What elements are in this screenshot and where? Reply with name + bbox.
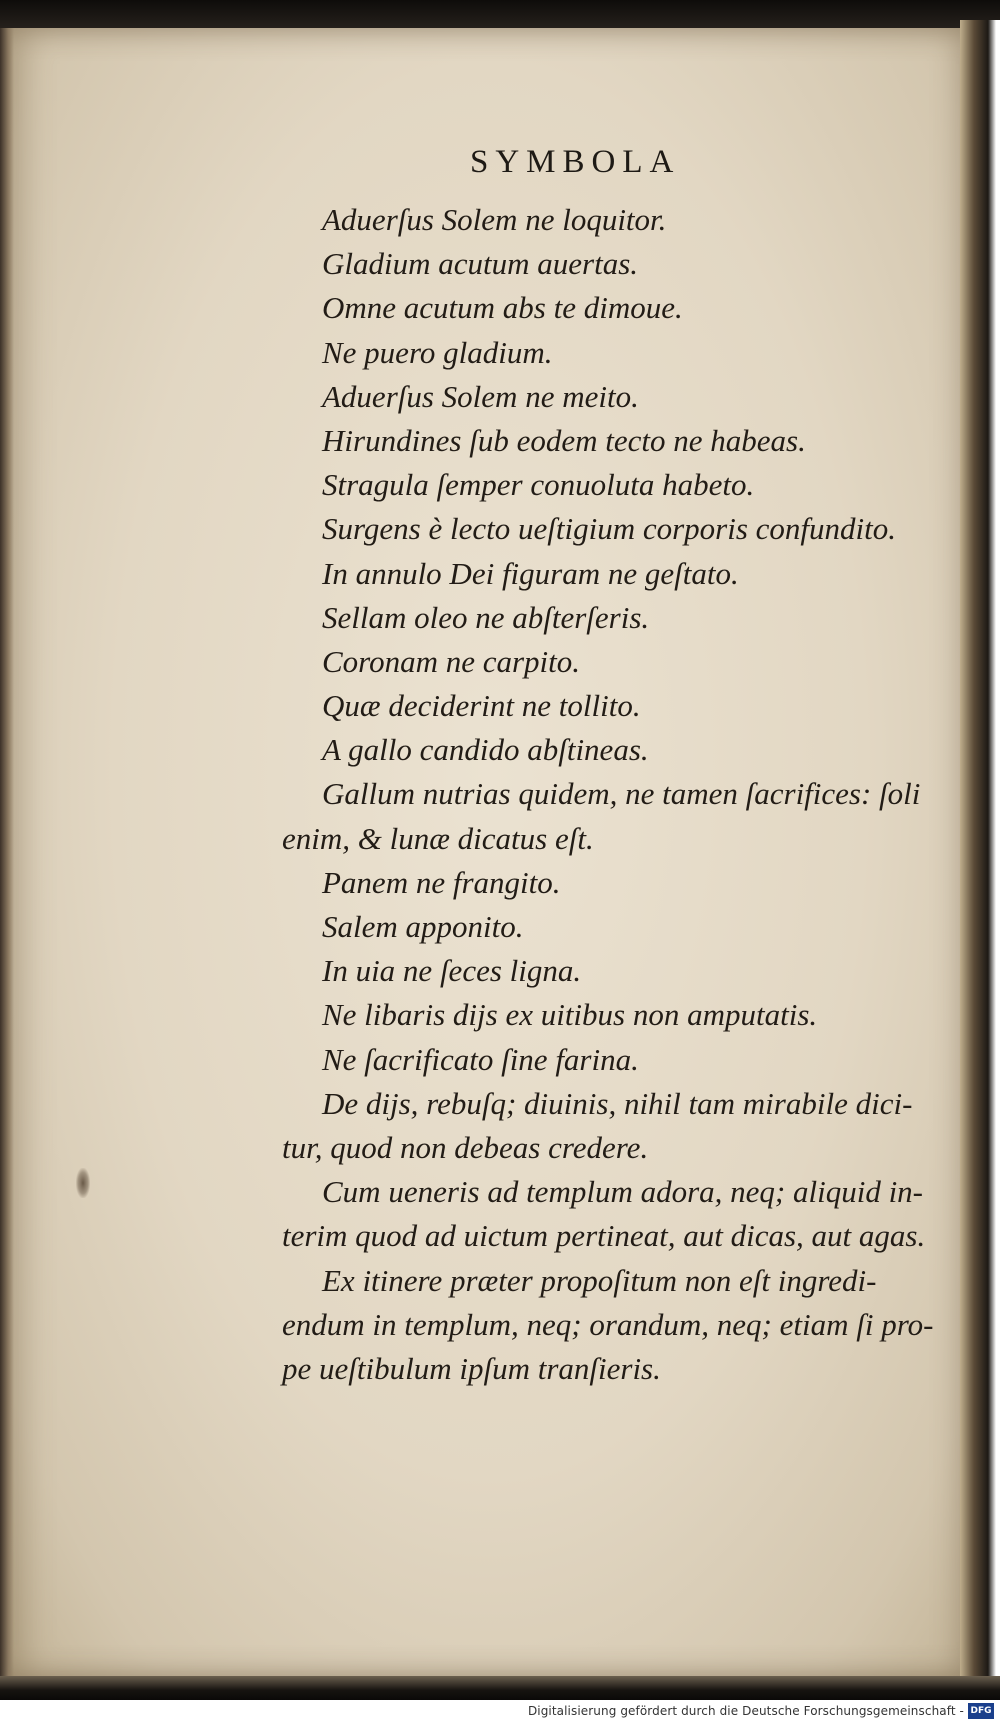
text-line: Panem ne frangito. [322,864,561,900]
text-line: Ex itinere præter propoſitum non eſt ingredi- [322,1262,877,1298]
text-line: Salem apponito. [322,909,524,944]
text-line: Hirundines ſub eodem tecto ne habeas. [322,422,806,458]
text-line: A gallo candido abſtineas. [322,732,649,768]
book-binding-edge [0,28,14,1678]
text-line: Stragula ſemper conuoluta habeto. [322,467,755,503]
text-line: Ne ſacrificato ſine farina. [322,1041,639,1077]
text-line: Gallum nutrias quidem, ne tamen ſacrifices: ſoli [322,776,921,812]
text-line: Cum ueneris ad templum adora, neq; aliquid in- [322,1174,924,1210]
footer-credit: Digitalisierung gefördert durch die Deutsche Forschungsgemeinschaft - [527,1704,964,1718]
text-line: Surgens è lecto ueſtigium corporis confundito. [322,511,896,547]
paper-stain [76,1168,90,1198]
text-line: tur, quod non debeas credere. [282,1129,649,1165]
text-line: Quæ deciderint ne tollito. [322,688,641,724]
text-line: Coronam ne carpito. [322,643,581,679]
text-line: Gladium acutum auertas. [322,246,639,282]
text-line: Omne acutum abs te dimoue. [322,290,683,326]
text-block [282,198,932,1391]
text-line: De dijs, rebuſq; diuinis, nihil tam mirabile dici- [322,1085,913,1121]
text-line: terim quod ad uictum pertineat, aut dicas, aut agas. [282,1218,926,1254]
text-line: In annulo Dei figuram ne geſtato. [322,555,739,591]
text-line: pe ueſtibulum ipſum tranſieris. [282,1350,661,1386]
text-line: endum in templum, neq; orandum, neq; etiam ſi pro- [282,1306,934,1342]
text-line: Aduerſus Solem ne loquitor. [322,202,667,237]
running-head: SYMBOLA [470,144,681,180]
book-fore-edge [960,20,1000,1700]
text-line: enim, & lunæ dicatus eſt. [282,820,594,856]
text-line: Ne libaris dijs ex uitibus non amputatis. [322,997,818,1033]
text-line: In uia ne ſeces ligna. [322,953,582,989]
dfg-logo: DFG [968,1703,994,1719]
text-line: Ne puero gladium. [322,334,553,370]
text-line: Aduerſus Solem ne meito. [322,378,639,414]
text-line: Sellam oleo ne abſterſeris. [322,599,650,635]
book-bottom-edge [0,1676,1000,1700]
